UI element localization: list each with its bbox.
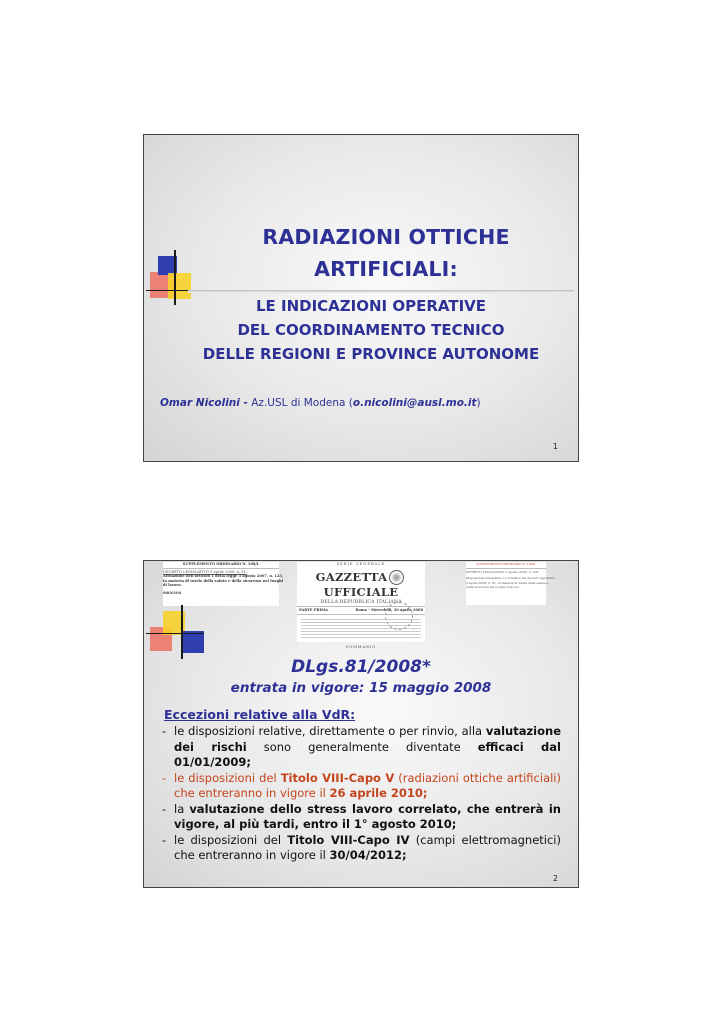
list-item: - le disposizioni del Titolo VIII-Capo IV (campi elettromagnetici) che entreranno in vigore il 30/04/2012; (162, 832, 561, 862)
gazette-thumbnail-right: SUPPLEMENTO ORDINARIO N. 180/L DECRETO LEGISLATIVO 3 agosto 2009, n. 106. Disposizioni integrative e correttive del decreto legislativo 9 aprile 2008, n. 81, in materia di tutela della salute e della sicurezza nei luoghi di lavoro. (466, 562, 546, 605)
gazette-thumbnail-center: SERIE GENERALE GAZZETTAUFFICIALE DELLA REPUBBLICA ITALIANA PARTE PRIMA Roma - Mercoledì, 30 aprile 2008 SOMMARIO (299, 562, 423, 649)
page-number: 2 (552, 874, 558, 883)
horizontal-line (146, 290, 194, 291)
decorative-squares (144, 561, 244, 671)
slide-subheading: entrata in vigore: 15 maggio 2008 (230, 680, 492, 696)
emblem-icon (389, 570, 404, 585)
title-divider (188, 290, 574, 293)
slide-1 (143, 134, 579, 462)
list-item: - le disposizioni relative, direttamente o per rinvio, alla valutazione dei rischi sono generalmente diventate efficaci dal 01/01/2009; (162, 724, 561, 769)
slide-heading: DLgs.81/2008* (291, 657, 431, 677)
gazette-thumbnail-left: SUPPLEMENTO ORDINARIO N. 108/L DECRETO LEGISLATIVO 9 aprile 2008, n. 81. Attuazione dell'articolo 1 della legge 3 agosto 2007, n. 123, in materia di tutela della salute e della sicurezza nei luoghi di lavoro. 08G0104 (163, 562, 279, 606)
list-item: - le disposizioni del Titolo VIII-Capo V (radiazioni ottiche artificiali) che entreranno in vigore il 26 aprile 2010; (162, 770, 561, 800)
slide-title: RADIAZIONI OTTICHE ARTIFICIALI: (262, 225, 510, 281)
horizontal-line (146, 633, 204, 634)
list-item: - la valutazione dello stress lavoro correlato, che entrerà in vigore, al più tardi, entro il 1° agosto 2010; (162, 801, 561, 831)
author-email[interactable]: o.nicolini@ausl.mo.it (352, 397, 477, 409)
gazette-masthead: GAZZETTAUFFICIALE (297, 570, 425, 600)
author-name: Omar Nicolini - (160, 397, 248, 409)
slide-2 (143, 560, 579, 888)
author-line: Omar Nicolini - Az.USL di Modena (o.nicolini@ausl.mo.it) (160, 397, 481, 409)
slide-subtitle: LE INDICAZIONI OPERATIVE DEL COORDINAMENTO TECNICO DELLE REGIONI E PROVINCE AUTONOME (202, 297, 540, 363)
exceptions-list (162, 724, 561, 864)
vertical-line (181, 605, 183, 659)
page-number: 1 (552, 442, 558, 451)
section-title: Eccezioni relative alla VdR: (164, 707, 356, 722)
author-org: Az.USL di Modena ( (247, 397, 353, 409)
blue-square (182, 631, 204, 653)
